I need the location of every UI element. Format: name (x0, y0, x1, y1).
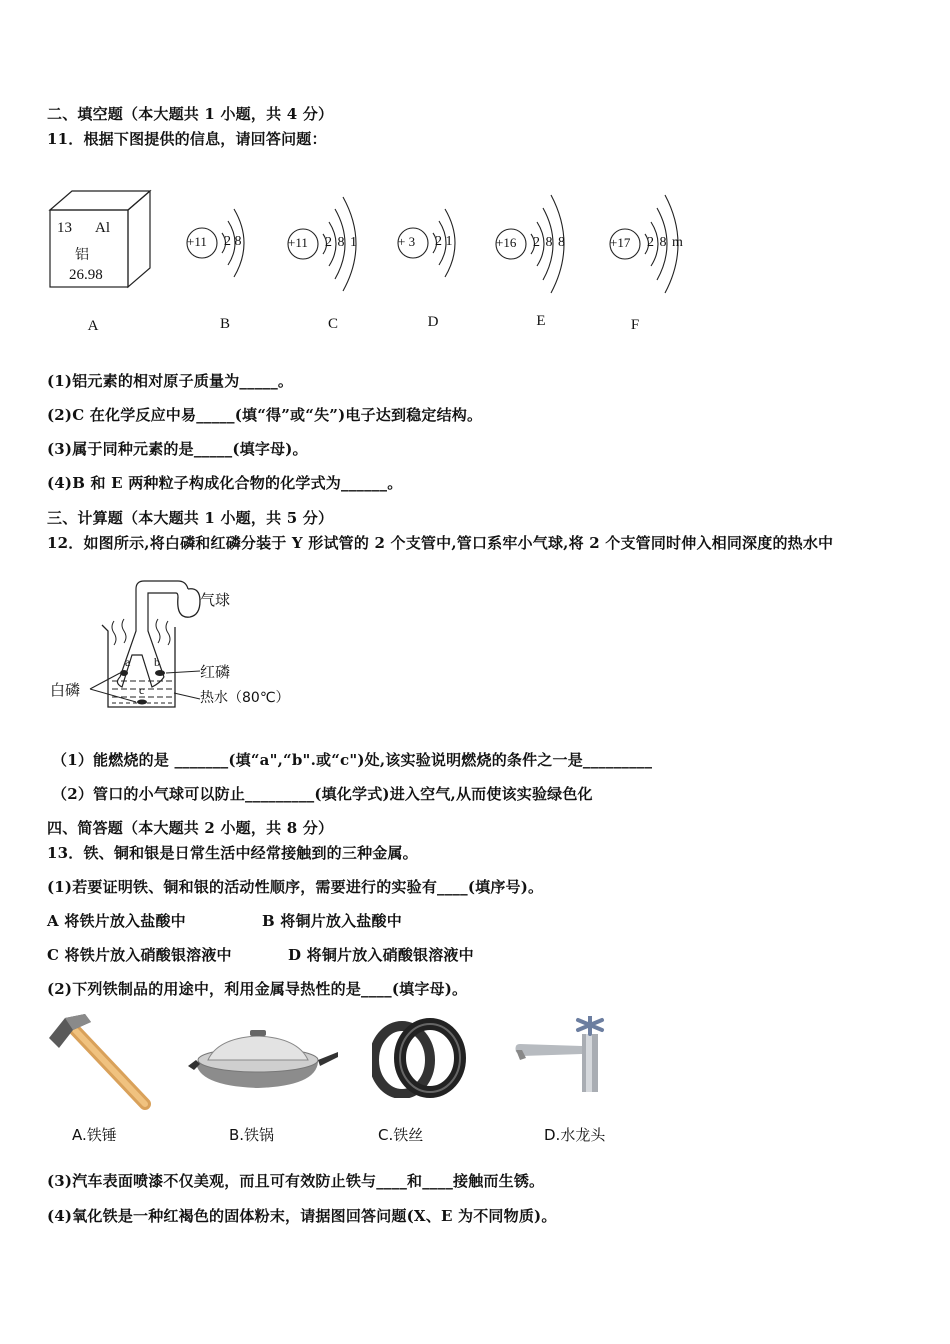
option-b: B 将铜片放入盐酸中 (262, 912, 402, 930)
question-13-3: (3)汽车表面喷漆不仅美观，而且可有效防止铁与____和____接触而生锈。 (47, 1172, 545, 1190)
atom-diagram-f (607, 193, 702, 301)
element-name: 铝 (75, 247, 89, 263)
label-a: A (87, 318, 99, 334)
question-11: 11．根据下图提供的信息，请回答问题： (47, 130, 327, 148)
label-red-phosphorus: 红磷 (200, 663, 231, 681)
element-box-figure (47, 188, 157, 297)
hammer-image (45, 1008, 155, 1117)
caption-wire: C.铁丝 (378, 1126, 424, 1144)
wok-image (188, 1030, 338, 1094)
nucleus-b: +11 (187, 234, 207, 249)
shells-c: 2 8 1 (325, 235, 357, 250)
element-mass: 26.98 (69, 267, 103, 283)
shells-d: 2 1 (435, 234, 453, 249)
atom-diagram-b (184, 205, 254, 289)
question-12: 12．如图所示,将白磷和红磷分装于 Y 形试管的 2 个支管中,管口系牢小气球,将 2 个支管同时伸入相同深度的热水中 (47, 534, 834, 552)
question-11-2: (2)C 在化学反应中易_____(填“得”或“失”)电子达到稳定结构。 (47, 406, 483, 424)
nucleus-c: +11 (288, 235, 308, 250)
atom-diagram-e (493, 193, 583, 301)
label-e: E (536, 313, 546, 329)
tube-mark-b: b (154, 655, 160, 669)
question-11-1: (1)铝元素的相对原子质量为_____。 (47, 372, 294, 390)
tube-mark-c: c (139, 683, 145, 697)
option-a: A 将铁片放入盐酸中 (47, 912, 186, 930)
atom-diagram-d (395, 205, 465, 289)
question-13-1: (1)若要证明铁、铜和银的活动性顺序，需要进行的实验有____(填序号)。 (47, 878, 544, 896)
element-number: 13 (57, 220, 72, 236)
label-f: F (630, 317, 640, 333)
question-13-4: (4)氧化铁是一种红褐色的固体粉末，请据图回答问题(X、E 为不同物质)。 (47, 1207, 557, 1225)
label-white-phosphorus: 白磷 (50, 681, 81, 699)
shells-f: 2 8 m (647, 235, 683, 250)
section-heading-calculation: 三、计算题（本大题共 1 小题，共 5 分） (47, 509, 334, 527)
nucleus-e: +16 (496, 235, 517, 250)
element-symbol: Al (95, 220, 110, 236)
caption-hammer: A.铁锤 (72, 1126, 117, 1144)
y-tube-experiment-figure (50, 575, 310, 715)
option-d: D 将铜片放入硝酸银溶液中 (288, 946, 474, 964)
label-hot-water: 热水（80℃） (200, 690, 290, 706)
question-12-1: （1）能燃烧的是 _______(填“a",“b".或“c")处,该实验说明燃烧的条件之一是_________ (52, 751, 653, 769)
caption-wok: B.铁锅 (229, 1126, 275, 1144)
label-c: C (327, 316, 338, 332)
shells-e: 2 8 8 (533, 235, 565, 250)
question-11-3: (3)属于同种元素的是_____(填字母)。 (47, 440, 308, 458)
label-b: B (219, 316, 230, 332)
nucleus-d: + 3 (398, 234, 416, 249)
question-12-2: （2）管口的小气球可以防止_________(填化学式)进入空气,从而使该实验绿色化 (52, 785, 593, 803)
section-heading-short-answer: 四、简答题（本大题共 2 小题，共 8 分） (47, 819, 334, 837)
question-13-2: (2)下列铁制品的用途中，利用金属导热性的是____(填字母)。 (47, 980, 468, 998)
faucet-image (512, 1016, 612, 1100)
shells-b: 2 8 (224, 234, 242, 249)
caption-faucet: D.水龙头 (544, 1126, 606, 1144)
section-heading-fill-in: 二、填空题（本大题共 1 小题，共 4 分） (47, 105, 334, 123)
label-balloon: 气球 (200, 591, 231, 609)
option-c: C 将铁片放入硝酸银溶液中 (47, 946, 232, 964)
tube-mark-a: a (125, 655, 131, 669)
label-d: D (427, 314, 439, 330)
nucleus-f: +17 (610, 235, 631, 250)
atom-diagram-c (285, 195, 375, 299)
question-11-4: (4)B 和 E 两种粒子构成化合物的化学式为______。 (47, 474, 403, 492)
question-13: 13．铁、铜和银是日常生活中经常接触到的三种金属。 (47, 844, 418, 862)
iron-wire-image (372, 1018, 467, 1102)
